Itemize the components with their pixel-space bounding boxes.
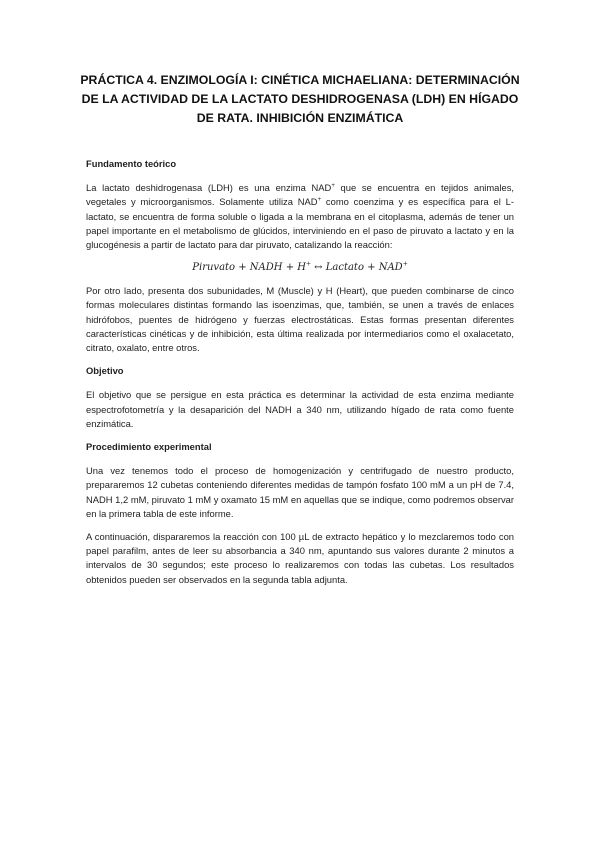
document-body bbox=[86, 157, 514, 596]
superscript-plus: + bbox=[317, 197, 322, 204]
text-fragment: La lactato deshidrogenasa (LDH) es una enzima NAD bbox=[86, 182, 332, 194]
formula-superscript: + bbox=[305, 260, 311, 268]
paragraph-fundamento-1 bbox=[86, 181, 514, 252]
paragraph-procedimiento-2: A continuación, dispararemos la reacción con 100 µL de extracto hepático y lo mezclaremos todo con papel parafilm, antes de leer su absorbancia a 340 nm, apuntando sus valores durante 2 minutos a intervalos de 30 segundos; este proceso lo realizaremos con todas las cubetas. Los resultados obtenidos pueden ser observados en la segunda tabla adjunta. bbox=[86, 531, 514, 585]
text-fragment: como coenzima y es específica para el L-lactato, se encuentra de forma soluble o ligada a la membrana en el citoplasma, además de tener un papel importante en el metabolismo de glúcidos, interviniendo en el paso de piruvato a lactato y en la glucogénesis a partir de lactato para dar piruvato, catalizando la reacción: bbox=[86, 196, 514, 251]
formula-left: Piruvato + NADH + H bbox=[192, 262, 306, 274]
paragraph-fundamento-2: Por otro lado, presenta dos subunidades, M (Muscle) y H (Heart), que pueden combinarse de cinco formas moleculares distintas formando las isoenzimas, que, también, se unen a través de enlaces hidrófobos, puentes de hidrógeno y fuerzas electrostáticas. Estas formas presentan diferentes características cinéticas y de inhibición, esta última realizada por intermediarios como el oxalacetato, citrato, oxalato, entre otros. bbox=[86, 285, 514, 354]
section-heading-objetivo: Objetivo bbox=[86, 365, 124, 377]
formula-superscript: + bbox=[402, 260, 408, 268]
paragraph-procedimiento-1: Una vez tenemos todo el proceso de homogenización y centrifugado de nuestro producto, prepararemos 12 cubetas conteniendo diferentes medidas de tampón fosfato 100 mM a un pH de 7.4, NADH 1,2 mM, piruvato 1 mM y oxamato 15 mM en aquellas que se indique, como podremos observar en la primera tabla de este informe. bbox=[86, 465, 514, 519]
text-fragment: que se encuentra en tejidos animales, vegetales y microorganismos. Solamente utiliza NAD bbox=[86, 182, 514, 208]
section-heading-fundamento: Fundamento teórico bbox=[86, 158, 177, 169]
document-title: PRÁCTICA 4. ENZIMOLOGÍA I: CINÉTICA MICHAELIANA: DETERMINACIÓN DE LA ACTIVIDAD DE LA LACTATO DESHIDROGENASA (LDH) EN HÍGADO DE RATA. INHIBICIÓN ENZIMÁTICA bbox=[80, 73, 520, 125]
superscript-plus: + bbox=[331, 183, 335, 190]
paragraph-objetivo: El objetivo que se persigue en esta práctica es determinar la actividad de esta enzima mediante espectrofotometría y la desaparición del NADH a 340 nm, utilizando hígado de rata como fuente enzimática. bbox=[86, 389, 514, 429]
reaction-formula bbox=[86, 261, 514, 275]
formula-right: ↔ Lactato + NAD bbox=[311, 262, 403, 274]
section-heading-procedimiento: Procedimiento experimental bbox=[86, 441, 212, 453]
